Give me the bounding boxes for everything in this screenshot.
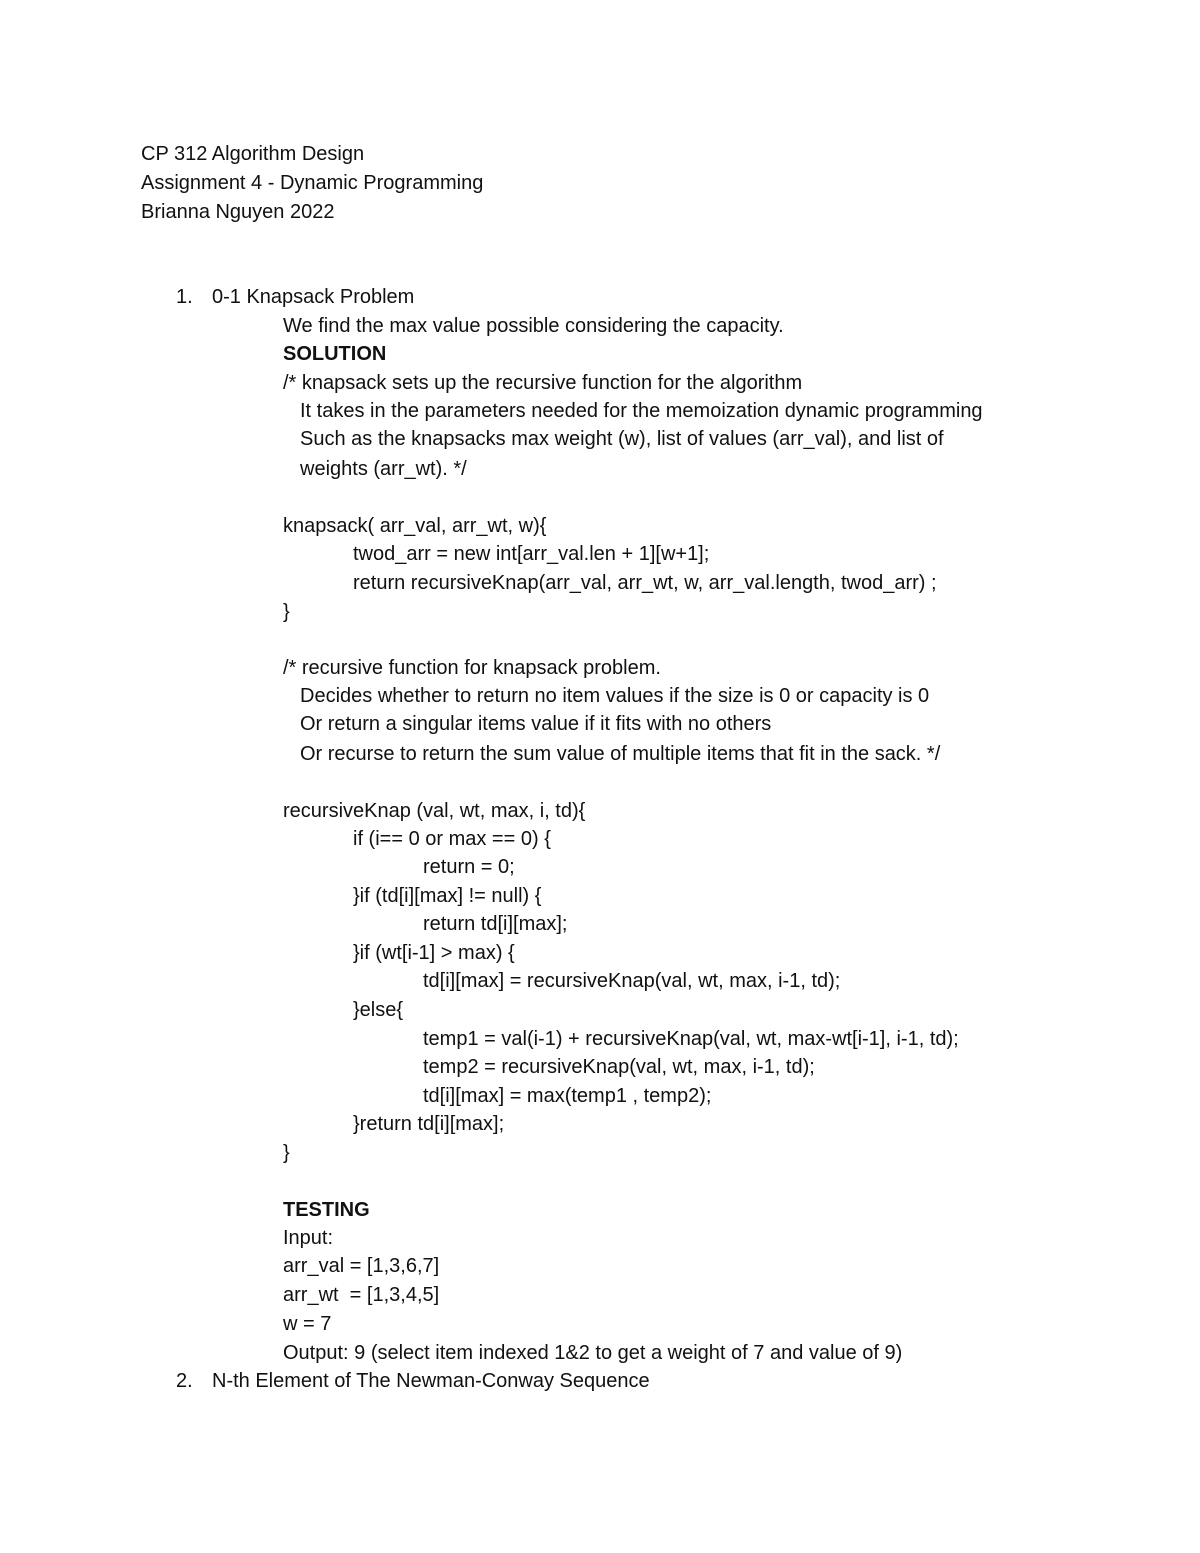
comment-line: weights (arr_wt). */ bbox=[300, 458, 467, 480]
code-line: }if (wt[i-1] > max) { bbox=[353, 942, 515, 964]
code-line: }else{ bbox=[353, 999, 404, 1021]
code-line: temp2 = recursiveKnap(val, wt, max, i-1, td); bbox=[423, 1056, 815, 1078]
code-line: recursiveKnap (val, wt, max, i, td){ bbox=[283, 800, 586, 822]
code-line: return recursiveKnap(arr_val, arr_wt, w, arr_val.length, twod_arr) ; bbox=[353, 572, 937, 594]
solution-heading: SOLUTION bbox=[283, 343, 387, 365]
author-line: Brianna Nguyen 2022 bbox=[141, 201, 335, 223]
code-line: } bbox=[283, 1142, 290, 1164]
question-2-number: 2. bbox=[176, 1370, 193, 1392]
comment-line: Or recurse to return the sum value of multiple items that fit in the sack. */ bbox=[300, 743, 941, 765]
code-line: if (i== 0 or max == 0) { bbox=[353, 828, 551, 850]
comment-line: It takes in the parameters needed for the memoization dynamic programming bbox=[300, 400, 983, 422]
comment-line: Decides whether to return no item values if the size is 0 or capacity is 0 bbox=[300, 685, 930, 707]
code-line: return td[i][max]; bbox=[423, 913, 568, 935]
course-title: CP 312 Algorithm Design bbox=[141, 143, 365, 165]
question-1-title: 0-1 Knapsack Problem bbox=[212, 286, 415, 308]
testing-line: w = 7 bbox=[283, 1313, 332, 1335]
code-line: twod_arr = new int[arr_val.len + 1][w+1]; bbox=[353, 543, 710, 565]
comment-line: Or return a singular items value if it fits with no others bbox=[300, 713, 772, 735]
code-line: } bbox=[283, 601, 290, 623]
assignment-title: Assignment 4 - Dynamic Programming bbox=[141, 172, 484, 194]
question-1-number: 1. bbox=[176, 286, 193, 308]
code-line: temp1 = val(i-1) + recursiveKnap(val, wt, max-wt[i-1], i-1, td); bbox=[423, 1028, 959, 1050]
question-2-title: N-th Element of The Newman-Conway Sequence bbox=[212, 1370, 650, 1392]
testing-line: Input: bbox=[283, 1227, 334, 1249]
comment-line: Such as the knapsacks max weight (w), list of values (arr_val), and list of bbox=[300, 428, 944, 450]
testing-heading: TESTING bbox=[283, 1199, 370, 1221]
testing-line: arr_val = [1,3,6,7] bbox=[283, 1255, 440, 1277]
code-line: td[i][max] = recursiveKnap(val, wt, max, i-1, td); bbox=[423, 970, 841, 992]
comment-line: /* knapsack sets up the recursive function for the algorithm bbox=[283, 372, 803, 394]
testing-line: arr_wt = [1,3,4,5] bbox=[283, 1284, 440, 1306]
code-line: knapsack( arr_val, arr_wt, w){ bbox=[283, 515, 547, 537]
code-line: }if (td[i][max] != null) { bbox=[353, 885, 542, 907]
testing-output: Output: 9 (select item indexed 1&2 to get a weight of 7 and value of 9) bbox=[283, 1342, 903, 1364]
code-line: return = 0; bbox=[423, 856, 515, 878]
comment-line: /* recursive function for knapsack problem. bbox=[283, 657, 661, 679]
code-line: }return td[i][max]; bbox=[353, 1113, 505, 1135]
code-line: td[i][max] = max(temp1 , temp2); bbox=[423, 1085, 712, 1107]
question-1-intro: We find the max value possible considering the capacity. bbox=[283, 315, 784, 337]
